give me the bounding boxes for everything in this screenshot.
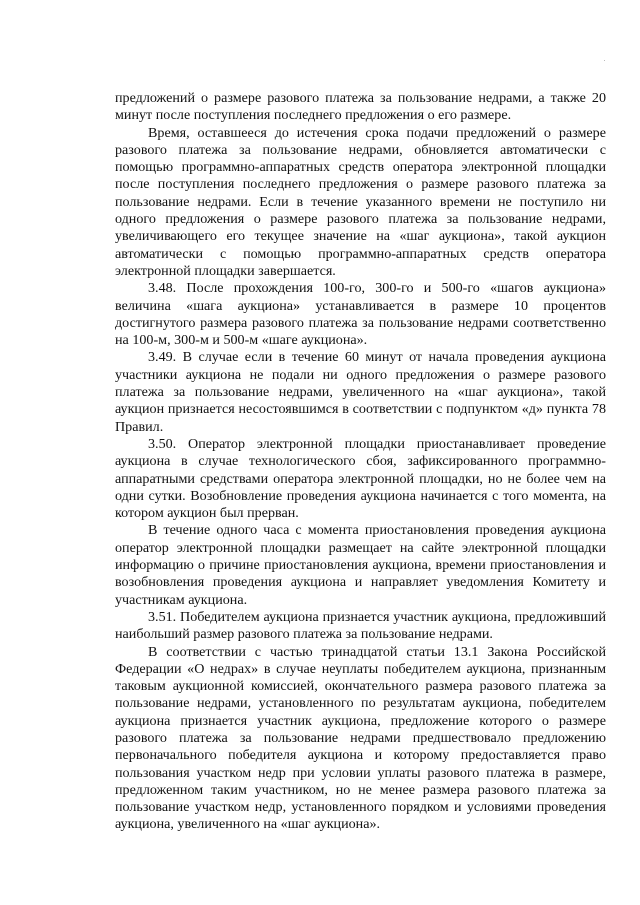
paragraph-3-50: 3.50. Оператор электронной площадки приостанавливает проведение аукциона в случае технологического сбоя, зафиксированного программно-аппаратными средствами оператора электронной площадки, но не более чем на одни сутки. Возобновление проведения аукциона начинается с того момента, на котором аукцион был прерван. xyxy=(115,435,606,522)
document-body xyxy=(115,90,606,834)
paragraph-suspension-notice: В течение одного часа с момента приостановления проведения аукциона оператор электронной площадки размещает на сайте электронной площадки информацию о причине приостановления аукциона, времени приостановления и возобновления проведения аукциона и направляет уведомления Комитету и участникам аукциона. xyxy=(115,522,606,608)
paragraph-continuation: предложений о размере разового платежа за пользование недрами, а также 20 минут после поступления последнего предложения о его размере. xyxy=(115,90,606,124)
scan-speck xyxy=(604,60,605,61)
paragraph-law-reference: В соответствии с частью тринадцатой статьи 13.1 Закона Российской Федерации «О недрах» в случае неуплаты победителем аукциона, признанным таковым аукционной комиссией, окончательного размера разового платежа за пользование недрами, установленного по результатам аукциона, победителем аукциона признается участник аукциона, предложение которого о размере разового платежа за пользование недрами предшествовало предложению первоначального победителя аукциона и которому предоставляется право пользования участком недр при условии уплаты разового платежа в размере, предложенном таким участником, но не менее размера разового платежа за пользование участком недр, установленного порядком и условиями проведения аукциона, увеличенного на «шаг аукциона». xyxy=(115,643,606,833)
paragraph-3-48: 3.48. После прохождения 100-го, 300-го и 500-го «шагов аукциона» величина «шага аукциона» устанавливается в размере 10 процентов достигнутого размера разового платежа за пользование недрами соответственно на 100-м, 300-м и 500-м «шаге аукциона». xyxy=(115,280,606,349)
paragraph-3-51: 3.51. Победителем аукциона признается участник аукциона, предложивший наибольший размер разового платежа за пользование недрами. xyxy=(115,608,606,643)
paragraph-3-49: 3.49. В случае если в течение 60 минут от начала проведения аукциона участники аукциона не подали ни одного предложения о размере разового платежа за пользование недрами, увеличенного на «шаг аукциона», такой аукцион признается несостоявшимся в соответствии с подпунктом «д» пункта 78 Правил. xyxy=(115,349,606,435)
paragraph-timer-update: Время, оставшееся до истечения срока подачи предложений о размере разового платежа за пользование недрами, обновляется автоматически с помощью программно-аппаратных средств оператора электронной площадки после поступления последнего предложения о размере разового платежа за пользование недрами. Если в течение указанного времени не поступило ни одного предложения о размере разового платежа за пользование недрами, увеличивающего его текущее значение на «шаг аукциона», такой аукцион автоматически с помощью программно-аппаратных средств оператора электронной площадки завершается. xyxy=(115,124,606,279)
